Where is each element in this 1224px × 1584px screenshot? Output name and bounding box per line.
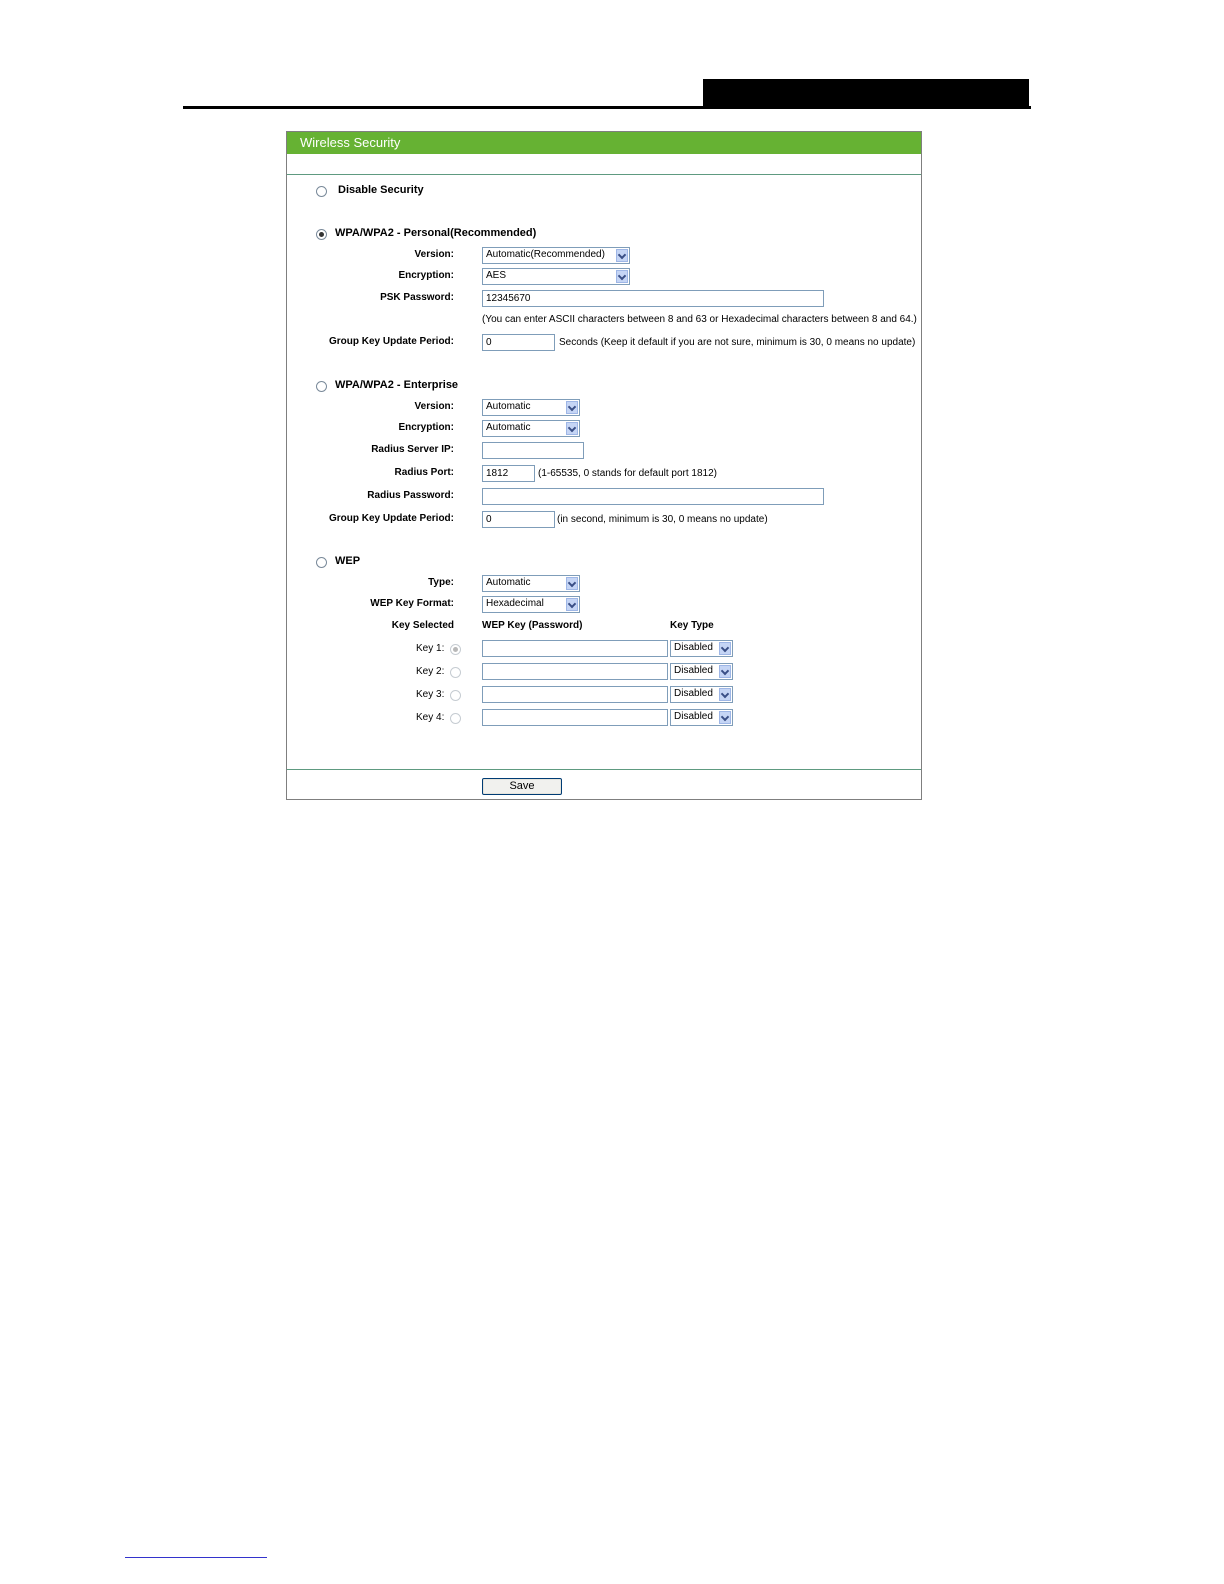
chevron-down-icon bbox=[566, 598, 578, 611]
wep-key4-radio[interactable] bbox=[450, 713, 461, 724]
radius-port-input[interactable]: 1812 bbox=[482, 465, 535, 482]
wpa-personal-group-key-hint: Seconds (Keep it default if you are not sure, minimum is 30, 0 means no update) bbox=[559, 337, 916, 348]
wep-key1-type-select[interactable] bbox=[670, 640, 733, 657]
chevron-down-icon bbox=[566, 422, 578, 435]
chevron-down-icon bbox=[566, 577, 578, 590]
wep-key1-type-value: Disabled bbox=[674, 642, 713, 653]
wireless-security-panel bbox=[286, 131, 922, 800]
chevron-down-icon bbox=[719, 642, 731, 655]
chevron-down-icon bbox=[719, 688, 731, 701]
document-header-box bbox=[703, 79, 1029, 108]
wpa-personal-version-label: Version: bbox=[414, 249, 454, 260]
wep-key-header: WEP Key (Password) bbox=[482, 620, 583, 631]
wpa-enterprise-version-select[interactable] bbox=[482, 399, 580, 416]
wpa-personal-encryption-label: Encryption: bbox=[398, 270, 454, 281]
wep-key1-label: Key 1: bbox=[416, 643, 445, 654]
wep-key2-input[interactable] bbox=[482, 663, 668, 680]
wep-key2-type-select[interactable] bbox=[670, 663, 733, 680]
wep-key4-type-value: Disabled bbox=[674, 711, 713, 722]
wpa-enterprise-group-key-input[interactable]: 0 bbox=[482, 511, 555, 528]
wep-key-format-value: Hexadecimal bbox=[486, 598, 544, 609]
wpa-enterprise-encryption-select[interactable] bbox=[482, 420, 580, 437]
disable-security-label: Disable Security bbox=[338, 184, 424, 196]
wpa-personal-version-select[interactable] bbox=[482, 247, 630, 264]
chevron-down-icon bbox=[566, 401, 578, 414]
radius-port-label: Radius Port: bbox=[394, 467, 454, 478]
wep-type-value: Automatic bbox=[486, 577, 531, 588]
wpa-enterprise-radio[interactable] bbox=[316, 381, 327, 392]
wep-key1-radio[interactable] bbox=[450, 644, 461, 655]
panel-title-bar bbox=[287, 132, 921, 154]
wpa-enterprise-encryption-value: Automatic bbox=[486, 422, 531, 433]
wpa-personal-version-value: Automatic(Recommended) bbox=[486, 249, 605, 260]
chevron-down-icon bbox=[719, 665, 731, 678]
wpa-enterprise-encryption-label: Encryption: bbox=[398, 422, 454, 433]
wep-type-select[interactable] bbox=[482, 575, 580, 592]
chevron-down-icon bbox=[719, 711, 731, 724]
wep-key4-type-select[interactable] bbox=[670, 709, 733, 726]
wpa-personal-encryption-value: AES bbox=[486, 270, 507, 281]
wep-key-format-label: WEP Key Format: bbox=[370, 598, 454, 609]
chevron-down-icon bbox=[616, 249, 628, 262]
wpa-enterprise-label: WPA/WPA2 - Enterprise bbox=[335, 379, 459, 391]
wep-label: WEP bbox=[335, 555, 361, 567]
wpa-enterprise-group-key-hint: (in second, minimum is 30, 0 means no update) bbox=[557, 514, 768, 525]
radius-server-ip-input[interactable] bbox=[482, 442, 584, 459]
wep-key3-type-value: Disabled bbox=[674, 688, 713, 699]
wep-key4-input[interactable] bbox=[482, 709, 668, 726]
radius-password-label: Radius Password: bbox=[367, 490, 454, 501]
wpa-enterprise-version-value: Automatic bbox=[486, 401, 531, 412]
wep-radio[interactable] bbox=[316, 557, 327, 568]
wpa-enterprise-version-label: Version: bbox=[414, 401, 454, 412]
wpa-personal-label: WPA/WPA2 - Personal(Recommended) bbox=[335, 227, 537, 239]
save-button[interactable]: Save bbox=[482, 778, 562, 795]
wep-key2-label: Key 2: bbox=[416, 666, 445, 677]
panel-bottom-divider bbox=[287, 769, 921, 770]
wep-key1-input[interactable] bbox=[482, 640, 668, 657]
wpa-personal-group-key-input[interactable]: 0 bbox=[482, 334, 555, 351]
document-footer-line bbox=[125, 1557, 267, 1558]
psk-password-label: PSK Password: bbox=[380, 292, 454, 303]
wep-key3-type-select[interactable] bbox=[670, 686, 733, 703]
key-selected-header: Key Selected bbox=[391, 620, 454, 631]
wep-key2-radio[interactable] bbox=[450, 667, 461, 678]
radius-password-input[interactable] bbox=[482, 488, 824, 505]
wep-key2-type-value: Disabled bbox=[674, 665, 713, 676]
wep-key-format-select[interactable] bbox=[482, 596, 580, 613]
wpa-personal-radio[interactable] bbox=[316, 229, 327, 240]
wep-key4-label: Key 4: bbox=[416, 712, 445, 723]
key-type-header: Key Type bbox=[670, 620, 714, 631]
radius-server-ip-label: Radius Server IP: bbox=[371, 444, 454, 455]
wep-type-label: Type: bbox=[428, 577, 454, 588]
wep-key3-label: Key 3: bbox=[416, 689, 445, 700]
psk-password-input[interactable]: 12345670 bbox=[482, 290, 824, 307]
wep-key3-input[interactable] bbox=[482, 686, 668, 703]
wpa-personal-encryption-select[interactable] bbox=[482, 268, 630, 285]
radius-port-hint: (1-65535, 0 stands for default port 1812) bbox=[538, 468, 718, 479]
wpa-personal-group-key-label: Group Key Update Period: bbox=[328, 336, 454, 347]
panel-top-divider bbox=[287, 174, 921, 175]
document-header-rule bbox=[183, 106, 1031, 109]
psk-password-hint: (You can enter ASCII characters between 8 and 63 or Hexadecimal characters between 8 and 64.) bbox=[482, 314, 917, 325]
panel-title: Wireless Security bbox=[300, 135, 401, 150]
chevron-down-icon bbox=[616, 270, 628, 283]
disable-security-radio[interactable] bbox=[316, 186, 327, 197]
wep-key3-radio[interactable] bbox=[450, 690, 461, 701]
wpa-enterprise-group-key-label: Group Key Update Period: bbox=[328, 513, 454, 524]
